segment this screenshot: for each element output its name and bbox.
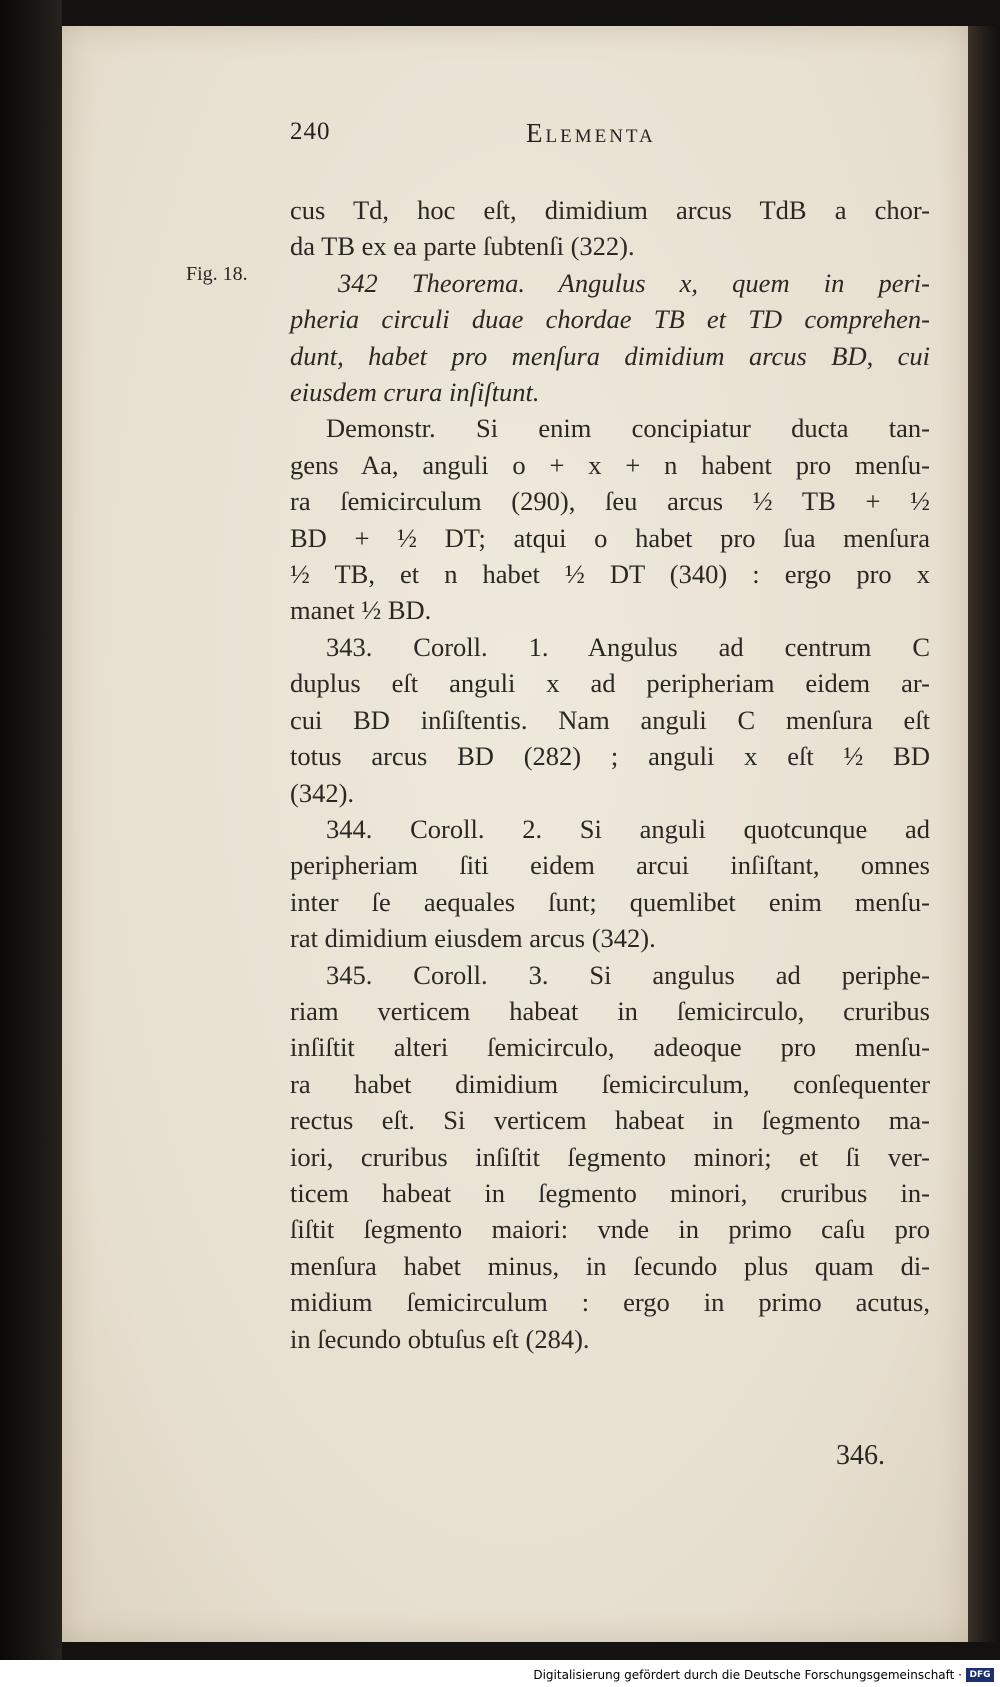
- text-line: ra habet dimidium ſemicirculum, conſequenter: [290, 1068, 930, 1099]
- catchword: 346.: [836, 1440, 885, 1471]
- text-line: duplus eſt anguli x ad peripheriam eidem ar-: [290, 668, 930, 699]
- page-stack-edge: [968, 26, 1000, 1642]
- text-line: ſiſtit ſegmento maiori: vnde in primo caſu pro: [290, 1214, 930, 1245]
- text-line: rectus eſt. Si verticem habeat in ſegmento ma-: [290, 1105, 930, 1136]
- funding-credit: Digitalisierung gefördert durch die Deutsche Forschungsgemeinschaft ·: [533, 1668, 962, 1682]
- text-line: midium ſemicirculum : ergo in primo acutus,: [290, 1287, 930, 1318]
- text-line: (342).: [290, 777, 355, 808]
- text-line: dunt, habet pro menſura dimidium arcus BD, cui: [290, 340, 930, 371]
- text-line: BD + ½ DT; atqui o habet pro ſua menſura: [290, 522, 930, 553]
- text-line: ticem habeat in ſegmento minori, cruribus in-: [290, 1177, 930, 1208]
- page-number: 240: [290, 118, 331, 145]
- text-line: menſura habet minus, in ſecundo plus quam di-: [290, 1250, 930, 1281]
- text-line: iori, cruribus inſiſtit ſegmento minori; et ſi ver-: [290, 1141, 930, 1172]
- digitization-footer: [0, 1660, 1000, 1687]
- text-line: pheria circuli duae chordae TB et TD comprehen-: [290, 304, 930, 335]
- text-line: totus arcus BD (282) ; anguli x eſt ½ BD: [290, 741, 930, 772]
- text-line: cus Td, hoc eſt, dimidium arcus TdB a chor-: [290, 195, 930, 225]
- text-line: cui BD inſiſtentis. Nam anguli C menſura eſt: [290, 704, 930, 735]
- figure-reference-margin-note: Fig. 18.: [186, 263, 248, 285]
- theorem-heading-line: 342 Theorema. Angulus x, quem in peri-: [338, 267, 930, 298]
- dfg-logo: DFG: [966, 1668, 994, 1682]
- running-head: Elementa: [526, 118, 656, 148]
- book-cover-edge: [0, 0, 62, 1660]
- corollary-heading-line: 345. Coroll. 3. Si angulus ad periphe-: [326, 959, 930, 990]
- text-line: manet ½ BD.: [290, 595, 432, 626]
- text-line: ½ TB, et n habet ½ DT (340) : ergo pro x: [290, 559, 930, 590]
- text-line: da TB ex ea parte ſubtenſi (322).: [290, 231, 635, 262]
- text-line: inter ſe aequales ſunt; quemlibet enim menſu-: [290, 886, 930, 917]
- text-line: ra ſemicirculum (290), ſeu arcus ½ TB + ½: [290, 486, 930, 517]
- text-line: peripheriam ſiti eidem arcui inſiſtant, omnes: [290, 850, 930, 881]
- text-line: in ſecundo obtuſus eſt (284).: [290, 1323, 590, 1354]
- corollary-heading-line: 343. Coroll. 1. Angulus ad centrum C: [326, 631, 930, 662]
- text-line: rat dimidium eiusdem arcus (342).: [290, 923, 656, 954]
- text-line: riam verticem habeat in ſemicirculo, cruribus: [290, 995, 930, 1026]
- page-body-text: [290, 192, 930, 1357]
- corollary-heading-line: 344. Coroll. 2. Si anguli quotcunque ad: [326, 813, 930, 844]
- text-line: inſiſtit alteri ſemicirculo, adeoque pro menſu-: [290, 1032, 930, 1063]
- text-line: eiusdem crura inſiſtunt.: [290, 377, 540, 408]
- demonstration-heading-line: Demonstr. Si enim concipiatur ducta tan-: [326, 413, 930, 444]
- text-line: gens Aa, anguli o + x + n habent pro menſu-: [290, 449, 930, 480]
